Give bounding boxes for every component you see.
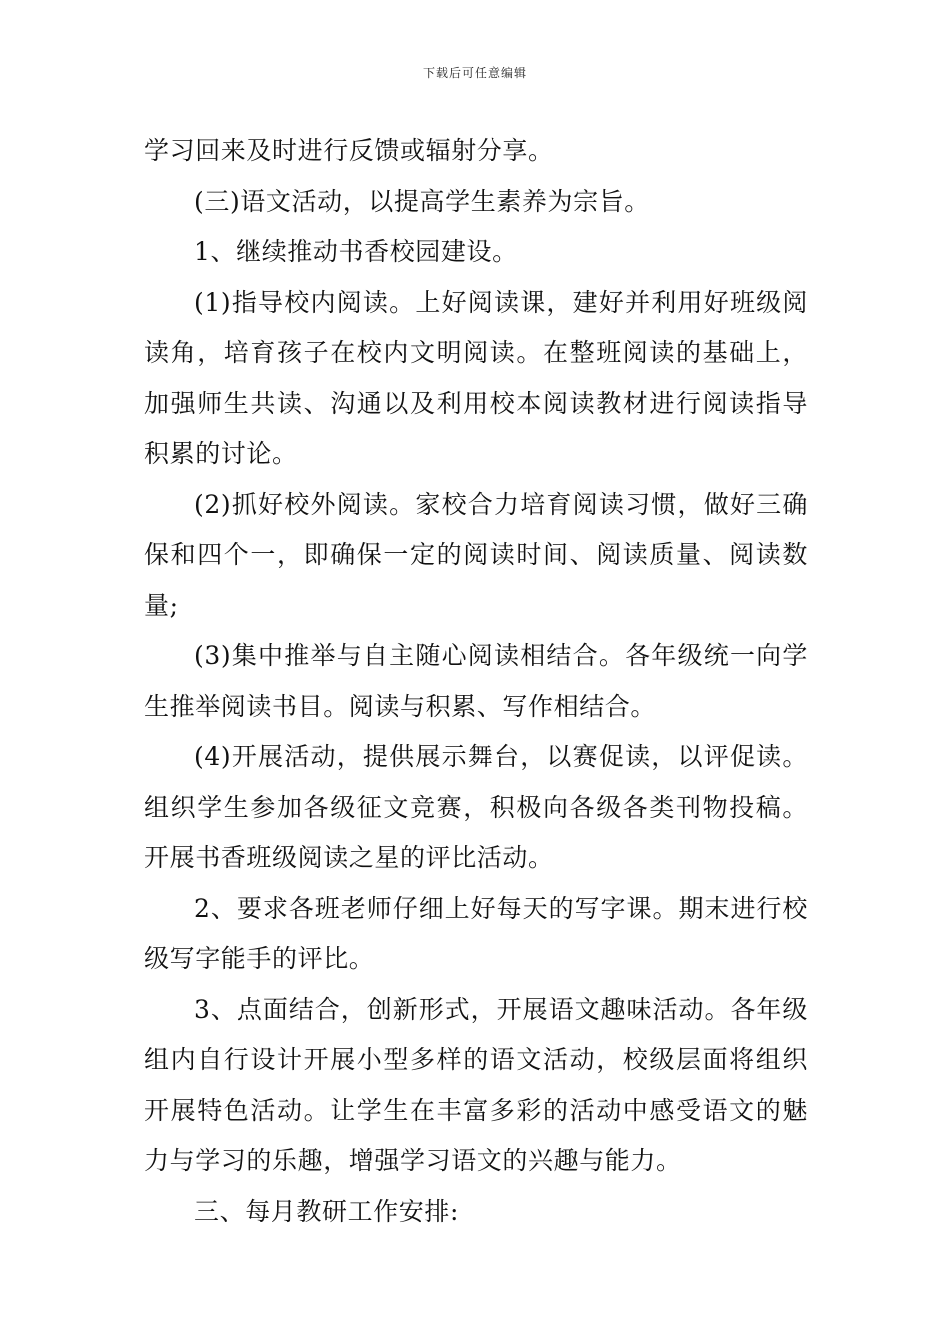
page-header: 下载后可任意编辑 bbox=[422, 66, 527, 80]
paragraph-5: (2)抓好校外阅读。家校合力培育阅读习惯，做好三确保和四个一，即确保一定的阅读时间、阅读质量、阅读数量; bbox=[144, 489, 808, 620]
paragraph-8: 2、要求各班老师仔细上好每天的写字课。期末进行校级写字能手的评比。 bbox=[144, 893, 808, 973]
paragraph-1: 学习回来及时进行反馈或辐射分享。 bbox=[144, 136, 554, 165]
paragraph-7: (4)开展活动，提供展示舞台，以赛促读，以评促读。组织学生参加各级征文竞赛，积极向各级各类刊物投稿。开展书香班级阅读之星的评比活动。 bbox=[144, 742, 808, 872]
paragraph-9: 3、点面结合，创新形式，开展语文趣味活动。各年级组内自行设计开展小型多样的语文活动，校级层面将组织开展特色活动。让学生在丰富多彩的活动中感受语文的魅力与学习的乐趣，增强学习语文的兴趣与能力。 bbox=[144, 994, 808, 1175]
paragraph-10: 三、每月教研工作安排: bbox=[194, 1196, 460, 1226]
paragraph-4: (1)指导校内阅读。上好阅读课，建好并利用好班级阅读角，培育孩子在校内文明阅读。在整班阅读的基础上，加强师生共读、沟通以及利用校本阅读教材进行阅读指导积累的讨论。 bbox=[144, 287, 808, 468]
paragraph-2: (三)语文活动，以提高学生素养为宗旨。 bbox=[194, 186, 650, 216]
document-body bbox=[144, 126, 808, 1237]
paragraph-6: (3)集中推举与自主随心阅读相结合。各年级统一向学生推举阅读书目。阅读与积累、写作相结合。 bbox=[144, 641, 808, 721]
paragraph-3: 1、继续推动书香校园建设。 bbox=[194, 237, 518, 266]
